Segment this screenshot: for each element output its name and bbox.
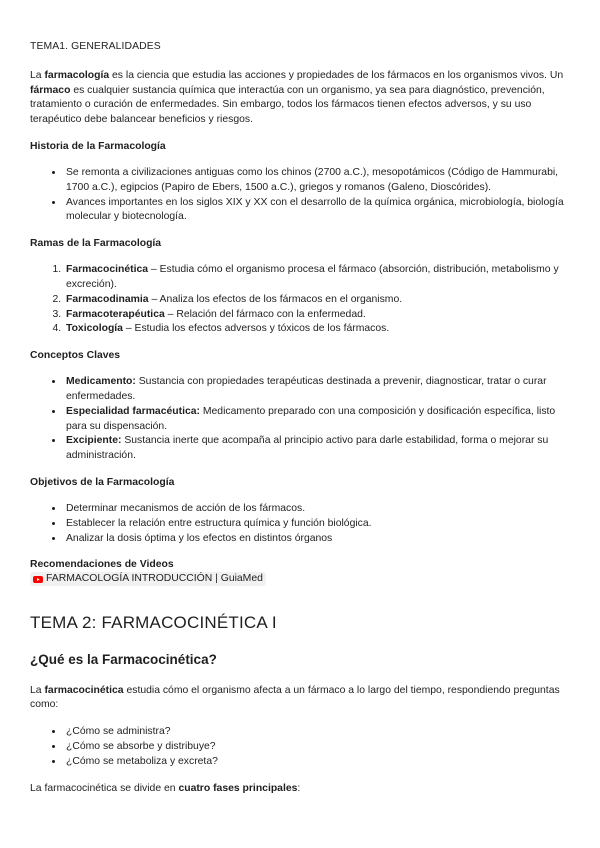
ramas-heading: Ramas de la Farmacología: [30, 238, 162, 250]
conceptos-list: [30, 375, 570, 464]
tema2-paragraph-2: La farmacocinética se divide en cuatro fases principales:: [30, 782, 301, 794]
video-link-label[interactable]: FARMACOLOGÍA INTRODUCCIÓN | GuiaMed: [46, 573, 263, 585]
conceptos-heading: Conceptos Claves: [30, 350, 121, 362]
video-link-chip[interactable]: [30, 572, 266, 586]
tema2-title: TEMA 2: FARMACOCINÉTICA I: [30, 612, 277, 632]
list-item: • Establecer la relación entre estructura química y función biológica.: [64, 517, 570, 532]
objetivos-heading: Objetivos de la Farmacología: [30, 476, 175, 488]
list-item: • Especialidad farmacéutica: Medicamento preparado con una composición y dosificación específica, listo para su dispensación.: [64, 405, 570, 435]
youtube-icon: [33, 576, 43, 583]
list-item: 1. Farmacocinética – Estudia cómo el organismo procesa el fármaco (absorción, distribución, metabolismo y excreción).: [64, 263, 570, 293]
historia-heading: Historia de la Farmacología: [30, 140, 166, 152]
videos-section: [30, 558, 570, 588]
list-item: • Medicamento: Sustancia con propiedades terapéuticas destinada a prevenir, diagnosticar, tratar o curar enfermedades.: [64, 375, 570, 405]
list-item: 4. Toxicología – Estudia los efectos adversos y tóxicos de los fármacos.: [64, 322, 570, 337]
list-item: • Excipiente: Sustancia inerte que acompaña al principio activo para darle estabilidad, forma o mejorar su administración.: [64, 434, 570, 464]
list-item: • Se remonta a civilizaciones antiguas como los chinos (2700 a.C.), mesopotámicos (Código de Hammurabi, 1700 a.C.), egipcios (Papiro de Ebers, 1500 a.C.), griegos y romanos (Galeno, Dioscórides).: [64, 166, 570, 196]
list-item: 2. Farmacodinamia – Analiza los efectos de los fármacos en el organismo.: [64, 293, 570, 308]
videos-heading: Recomendaciones de Videos: [30, 559, 174, 571]
list-item: • ¿Cómo se absorbe y distribuye?: [64, 740, 570, 755]
objetivos-list: [30, 502, 570, 546]
list-item: • Avances importantes en los siglos XIX y XX con el desarrollo de la química orgánica, microbiología, biología molecular y biotecnología.: [64, 196, 570, 226]
ramas-list: [30, 263, 570, 337]
questions-list: [30, 725, 570, 769]
intro-paragraph: La farmacología es la ciencia que estudia las acciones y propiedades de los fármacos en los organismos vivos. Un fármaco es cualquier sustancia química que interactúa con un organismo, ya sea para diagnóstico, prevención, tratamiento o curación de enfermedades. Sin embargo, todos los fármacos tienen efectos adversos, y su uso terapéutico debe balancear beneficios y riesgos.: [30, 69, 564, 126]
tema1-title: TEMA1. GENERALIDADES: [30, 41, 161, 52]
historia-list: [30, 166, 570, 225]
list-item: 3. Farmacoterapéutica – Relación del fármaco con la enfermedad.: [64, 308, 570, 323]
list-item: • Determinar mecanismos de acción de los fármacos.: [64, 502, 570, 517]
list-item: • ¿Cómo se administra?: [64, 725, 570, 740]
list-item: • Analizar la dosis óptima y los efectos en distintos órganos: [64, 532, 570, 547]
tema2-subtitle: ¿Qué es la Farmacocinética?: [30, 651, 217, 667]
list-item: • ¿Cómo se metaboliza y excreta?: [64, 755, 570, 770]
tema2-paragraph-1: La farmacocinética estudia cómo el organismo afecta a un fármaco a lo largo del tiempo, respondiendo preguntas como:: [30, 684, 560, 711]
